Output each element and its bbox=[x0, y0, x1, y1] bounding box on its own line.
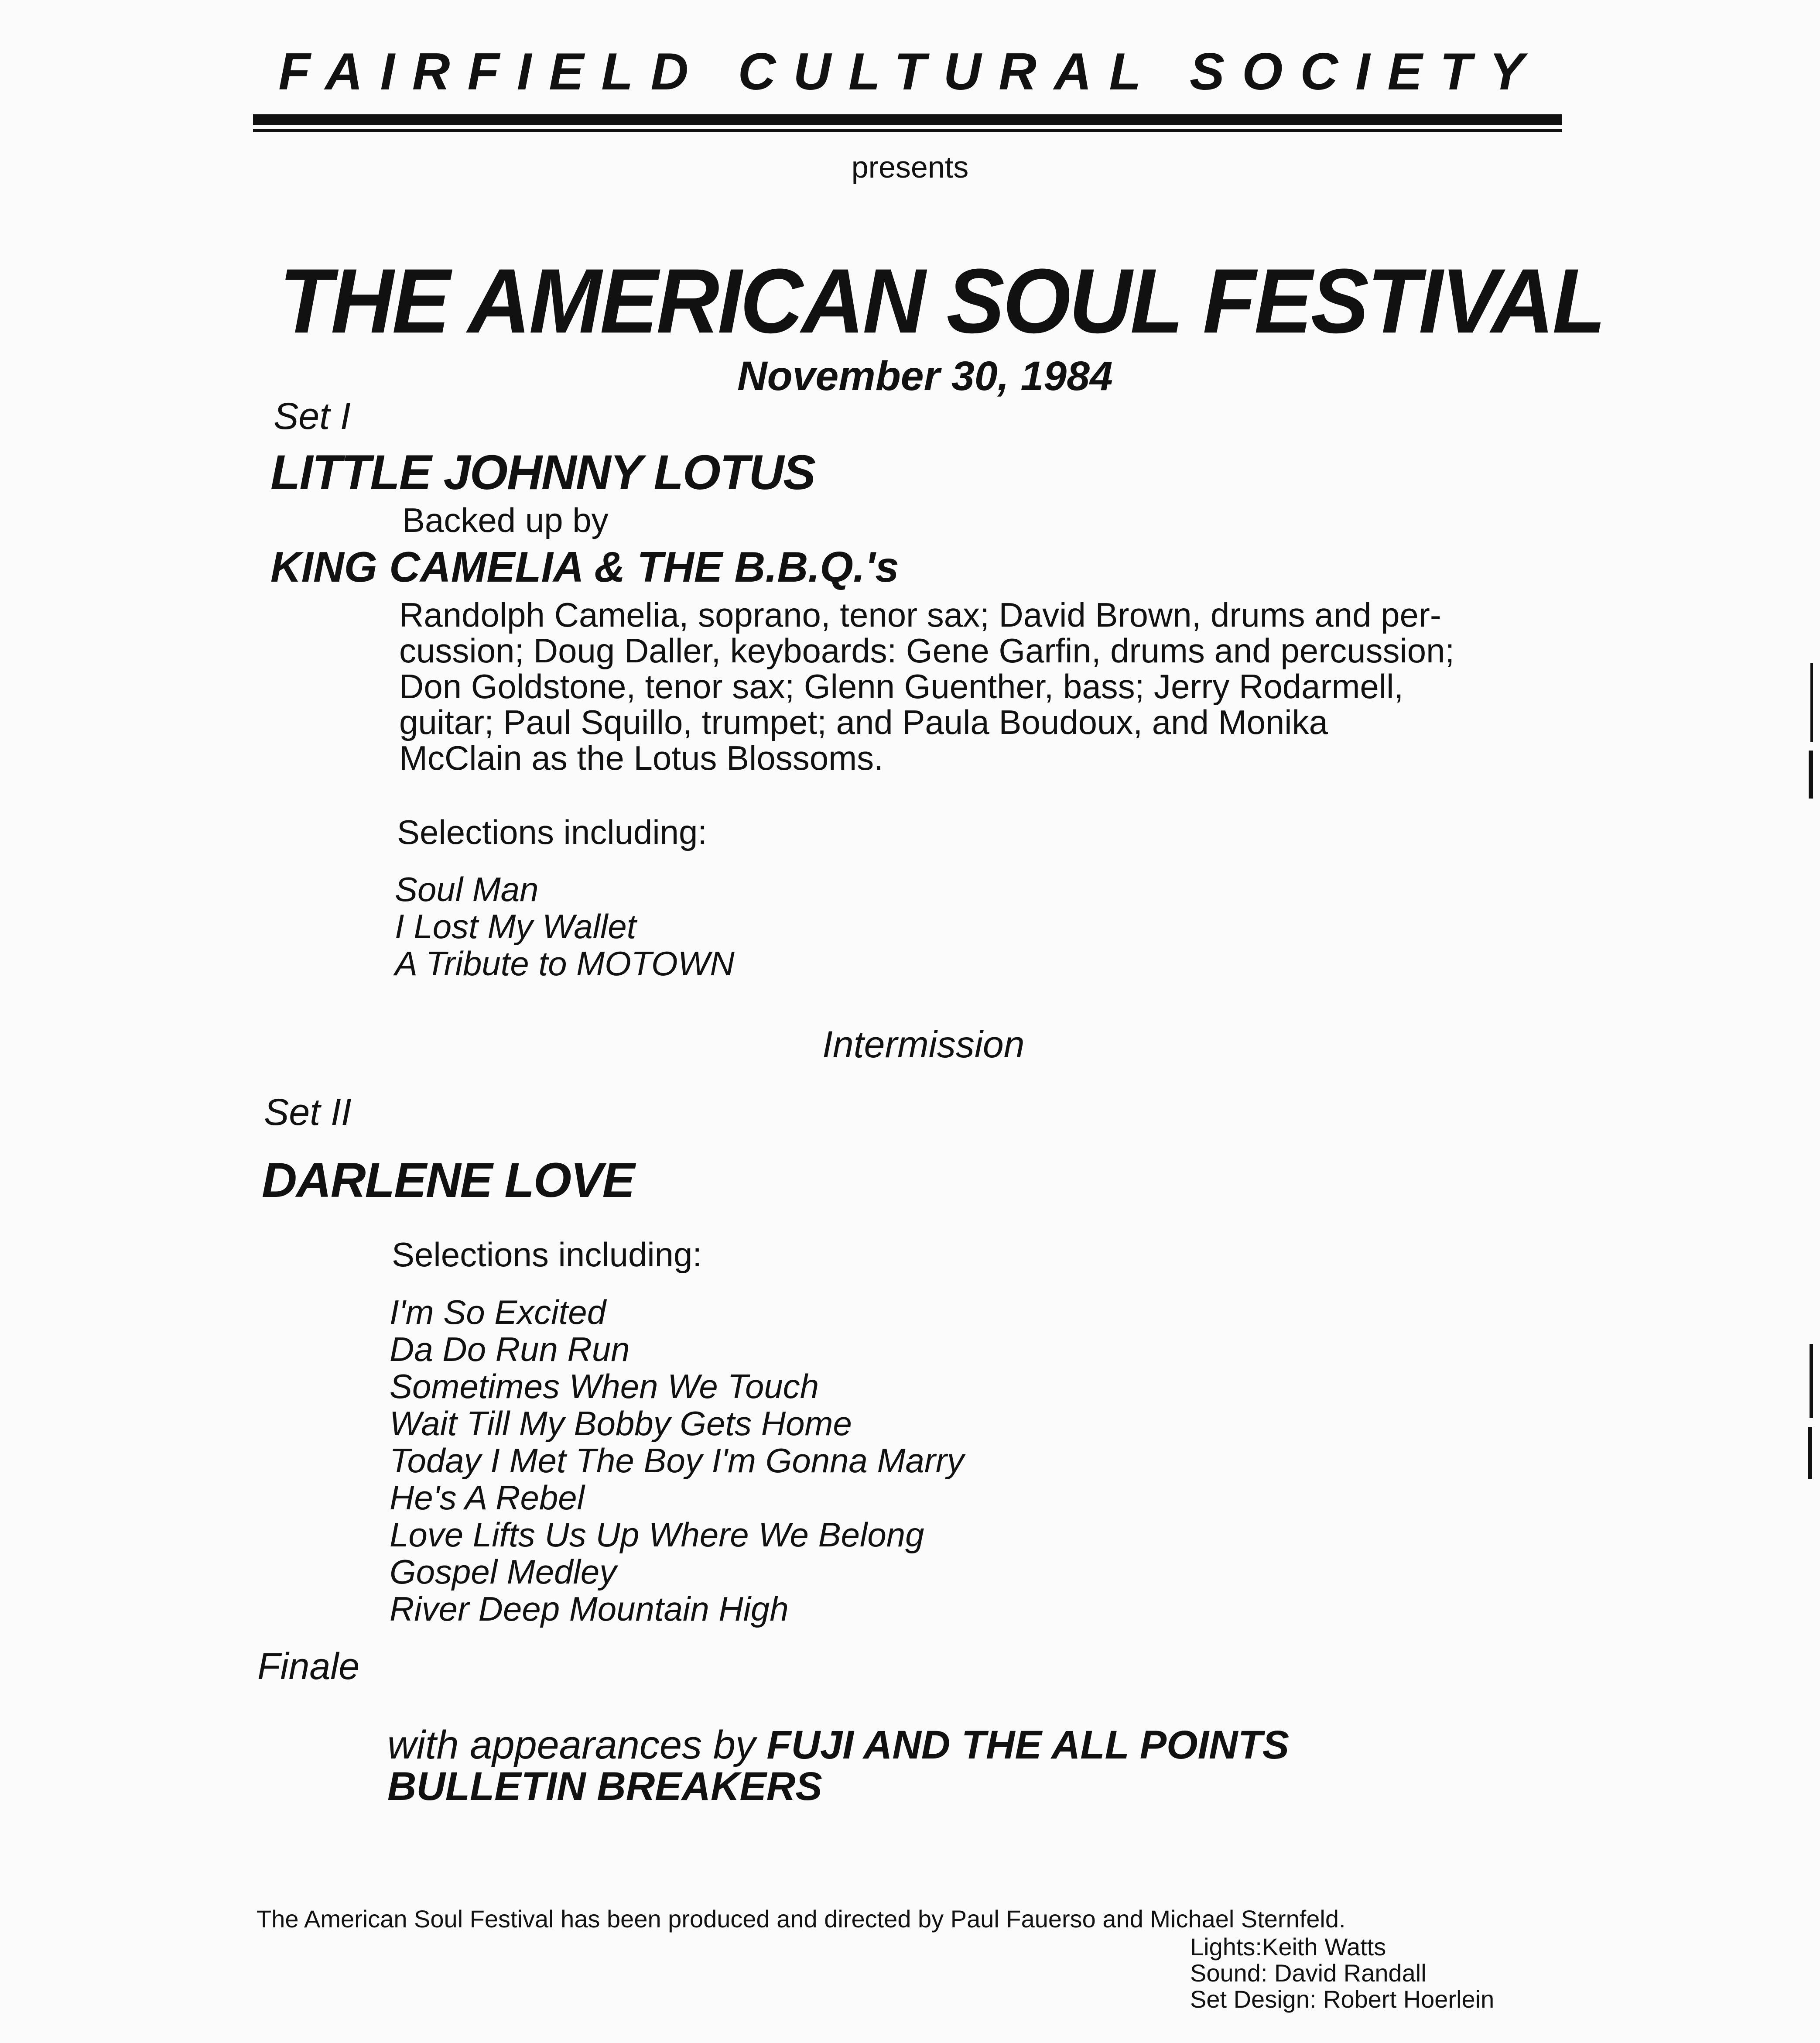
song-item: He's A Rebel bbox=[390, 1478, 585, 1517]
intermission-label: Intermission bbox=[822, 1024, 1025, 1066]
set-two-artist: DARLENE LOVE bbox=[262, 1153, 634, 1207]
scan-edge-mark bbox=[1809, 751, 1813, 799]
set-two-label: Set II bbox=[264, 1091, 352, 1133]
crew-credits bbox=[1190, 1934, 1494, 2012]
scan-edge-mark bbox=[1808, 1427, 1812, 1479]
song-item: Soul Man bbox=[395, 870, 539, 908]
set-two-selections-heading: Selections including: bbox=[392, 1235, 702, 1274]
song-item: Sometimes When We Touch bbox=[390, 1367, 819, 1405]
presents-text: presents bbox=[851, 150, 969, 184]
header-rule-thin bbox=[253, 129, 1562, 132]
production-credit: The American Soul Festival has been produced and directed by Paul Fauerso and Michael Sternfeld. bbox=[257, 1905, 1346, 1933]
song-item: Gospel Medley bbox=[390, 1553, 617, 1591]
song-item: Today I Met The Boy I'm Gonna Marry bbox=[390, 1441, 964, 1480]
set-one-artist: LITTLE JOHNNY LOTUS bbox=[270, 445, 815, 500]
organization-name: FAIRFIELD CULTURAL SOCIETY bbox=[278, 42, 1542, 101]
song-item: Da Do Run Run bbox=[390, 1330, 630, 1368]
song-item: Wait Till My Bobby Gets Home bbox=[390, 1404, 852, 1443]
song-item: I Lost My Wallet bbox=[395, 907, 636, 946]
song-item: I'm So Excited bbox=[390, 1293, 606, 1331]
song-item: A Tribute to MOTOWN bbox=[395, 944, 735, 983]
finale-label: Finale bbox=[257, 1645, 360, 1687]
header-rule-thick bbox=[253, 114, 1562, 125]
set-design-credit: Set Design: Robert Hoerlein bbox=[1190, 1985, 1495, 2013]
set-one-song-list bbox=[395, 871, 735, 982]
set-one-label: Set I bbox=[274, 395, 351, 437]
finale-act: FUJI AND THE ALL POINTS BULLETIN BREAKERS bbox=[387, 1723, 1290, 1809]
scan-edge-mark bbox=[1810, 663, 1813, 742]
scan-edge-mark bbox=[1810, 1344, 1813, 1418]
backed-by-text: Backed up by bbox=[402, 501, 609, 539]
song-item: River Deep Mountain High bbox=[390, 1590, 789, 1628]
event-date: November 30, 1984 bbox=[737, 353, 1113, 399]
song-item: Love Lifts Us Up Where We Belong bbox=[390, 1515, 924, 1554]
backing-band-name: KING CAMELIA & THE B.B.Q.'s bbox=[270, 543, 899, 591]
finale-appearance bbox=[387, 1724, 1465, 1807]
lights-credit: Lights:Keith Watts bbox=[1190, 1933, 1386, 1961]
festival-title: THE AMERICAN SOUL FESTIVAL bbox=[279, 250, 1604, 353]
set-one-selections-heading: Selections including: bbox=[397, 813, 708, 851]
sound-credit: Sound: David Randall bbox=[1190, 1959, 1427, 1987]
finale-prefix: with appearances by bbox=[387, 1723, 756, 1767]
band-personnel: Randolph Camelia, soprano, tenor sax; David Brown, drums and per-cussion; Doug Daller, keyboards: Gene Garfin, drums and percussion; Don Goldstone, tenor sax; Glenn Guenther, bass; Jerry Rodarmell, guitar; Paul Squillo, trumpet; and Paula Boudoux, and Monika McClain as the Lotus Blossoms. bbox=[399, 596, 1455, 777]
set-two-song-list bbox=[390, 1294, 964, 1628]
